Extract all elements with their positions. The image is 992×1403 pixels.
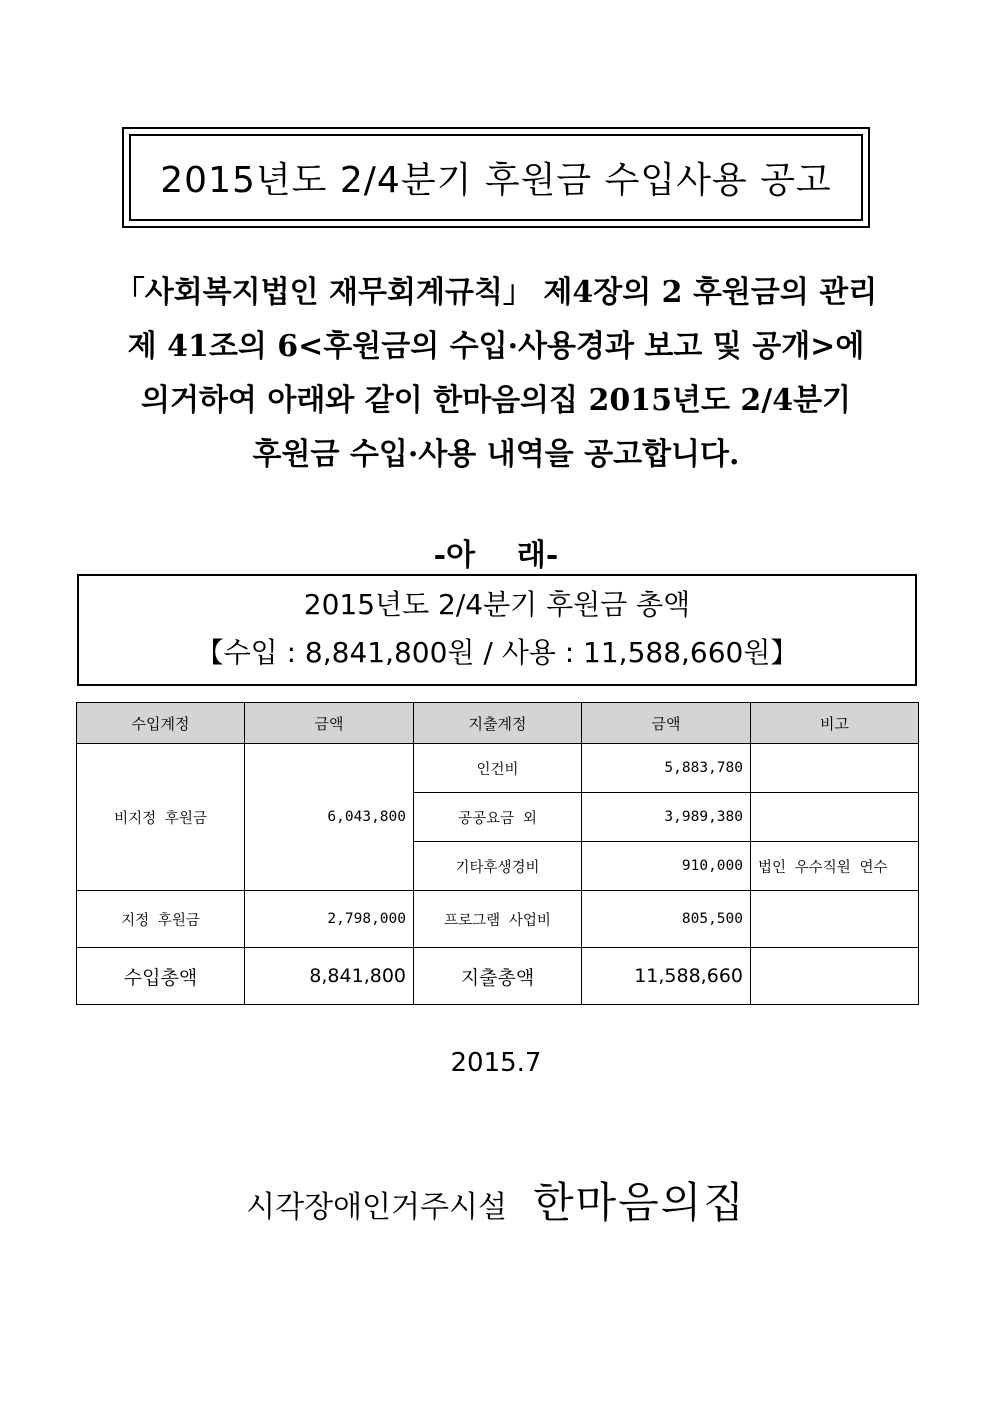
- note-cell: [751, 891, 919, 948]
- expense-account-cell: 기타후생경비: [414, 842, 582, 891]
- organization-name: 한마음의집: [532, 1178, 746, 1227]
- table-total-row: [77, 948, 919, 1005]
- income-total-label: 수입총액: [77, 948, 245, 1005]
- expense-account-cell: 인건비: [414, 744, 582, 793]
- expense-amount-cell: 3,989,380: [582, 793, 751, 842]
- expense-account-cell: 프로그램 사업비: [414, 891, 582, 948]
- summary-box: [77, 574, 917, 686]
- note-cell: 법인 우수직원 연수: [751, 842, 919, 891]
- signature: [0, 1170, 992, 1230]
- intro-line: 후원금 수입·사용 내역을 공고합니다.: [252, 437, 740, 472]
- header-expense-amount: 금액: [582, 703, 751, 744]
- income-amount-cell: 6,043,800: [245, 744, 414, 891]
- intro-paragraph: [40, 266, 952, 482]
- income-total-amount: 8,841,800: [245, 948, 414, 1005]
- intro-line: 「사회복지법인 재무회계규칙」 제4장의 2 후원금의 관리: [114, 275, 878, 310]
- page-title: 2015년도 2/4분기 후원금 수입사용 공고: [129, 134, 863, 221]
- table-row: [77, 891, 919, 948]
- income-account-cell: 비지정 후원금: [77, 744, 245, 891]
- header-expense-account: 지출계정: [414, 703, 582, 744]
- header-income-account: 수입계정: [77, 703, 245, 744]
- note-cell: [751, 744, 919, 793]
- title-frame: [122, 127, 870, 228]
- intro-line: 제 41조의 6<후원금의 수입·사용경과 보고 및 공개>에: [127, 329, 865, 364]
- intro-line: 의거하여 아래와 같이 한마음의집 2015년도 2/4분기: [140, 383, 852, 418]
- document-date: 2015.7: [450, 1048, 542, 1078]
- note-cell: [751, 793, 919, 842]
- income-amount-cell: 2,798,000: [245, 891, 414, 948]
- table-row: [77, 744, 919, 793]
- table-header-row: [77, 703, 919, 744]
- ledger-table: [76, 702, 919, 1005]
- note-cell: [751, 948, 919, 1005]
- expense-total-label: 지출총액: [414, 948, 582, 1005]
- summary-title: 2015년도 2/4분기 후원금 총액: [303, 588, 691, 621]
- expense-total-amount: 11,588,660: [582, 948, 751, 1005]
- header-income-amount: 금액: [245, 703, 414, 744]
- header-note: 비고: [751, 703, 919, 744]
- expense-amount-cell: 5,883,780: [582, 744, 751, 793]
- expense-amount-cell: 910,000: [582, 842, 751, 891]
- income-account-cell: 지정 후원금: [77, 891, 245, 948]
- summary-totals: 【수입 : 8,841,800원 / 사용 : 11,588,660원】: [195, 636, 799, 669]
- expense-amount-cell: 805,500: [582, 891, 751, 948]
- below-heading: -아 래-: [433, 538, 559, 573]
- organization-type: 시각장애인거주시설: [246, 1190, 507, 1225]
- expense-account-cell: 공공요금 외: [414, 793, 582, 842]
